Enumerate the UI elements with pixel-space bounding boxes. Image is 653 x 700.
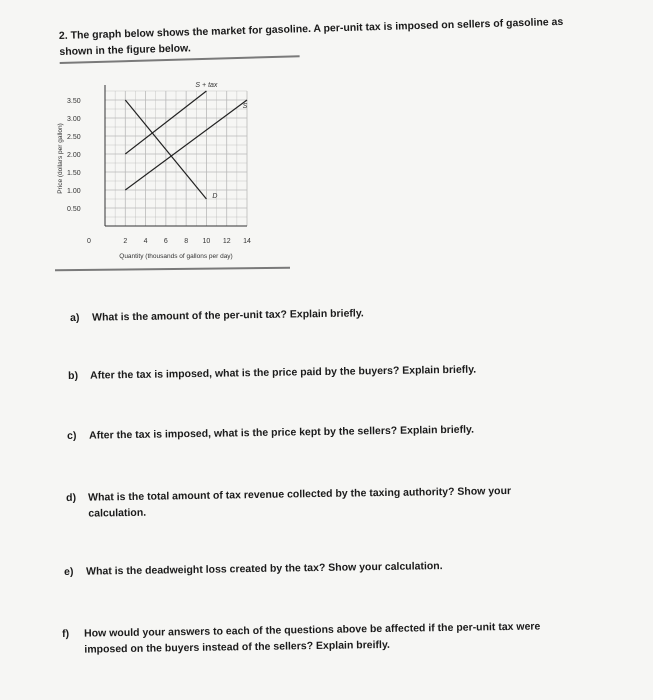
chart-svg — [52, 76, 297, 276]
x-tick-label: 6 — [163, 238, 168, 245]
y-tick-label: 2.50 — [67, 134, 81, 141]
x-tick-label: 8 — [184, 238, 189, 245]
x-tick-label: 2 — [123, 238, 128, 245]
x-tick-label: 10 — [202, 238, 211, 245]
y-axis-label: Price (dollars per gallon) — [57, 123, 64, 194]
question-d — [66, 483, 511, 522]
y-tick-label: 0.50 — [67, 206, 81, 213]
question-header — [58, 0, 564, 58]
question-f — [62, 618, 541, 658]
x-tick-label: 12 — [222, 238, 231, 245]
question-prompt-line2: shown in the figure below. — [59, 42, 191, 58]
question-prompt-line1: 2. The graph below shows the market for gasoline. A per-unit tax is imposed on sellers of gasoline as — [58, 15, 564, 42]
series-label-d: D — [212, 193, 218, 200]
question-f-letter: f) — [62, 627, 70, 640]
series-label-s: S — [242, 103, 248, 110]
x-tick-label: 14 — [243, 238, 251, 245]
question-d-text-cont: calculation. — [88, 506, 147, 520]
y-tick-label: 1.50 — [67, 170, 81, 177]
question-e — [64, 558, 443, 580]
chart-grid — [105, 91, 247, 226]
series-label-s-tax: S + tax — [195, 82, 218, 89]
y-tick-label: 2.00 — [67, 152, 81, 159]
question-f-text: How would your answers to each of the questions above be affected if the per-unit tax were — [84, 620, 541, 640]
question-a — [70, 305, 364, 326]
question-b-letter: b) — [68, 369, 79, 382]
x-tick-label: 4 — [143, 238, 148, 245]
question-d-text: What is the total amount of tax revenue collected by the taxing authority? Show your — [88, 485, 512, 504]
question-f-text-cont: imposed on the buyers instead of the sellers? Explain breifly. — [84, 638, 390, 656]
question-c-text: After the tax is imposed, what is the price kept by the sellers? Explain briefly. — [89, 423, 475, 442]
question-e-text: What is the deadweight loss created by the tax? Show your calculation. — [86, 560, 443, 578]
y-tick-label: 1.00 — [67, 188, 81, 195]
y-tick-label: 3.50 — [67, 98, 81, 105]
question-b-text: After the tax is imposed, what is the price paid by the buyers? Explain briefly. — [90, 363, 477, 382]
question-c-letter: c) — [67, 429, 77, 442]
question-d-letter: d) — [66, 491, 77, 504]
y-tick-label: 3.00 — [67, 116, 81, 123]
x-tick-label: 0 — [87, 238, 91, 245]
question-a-letter: a) — [70, 311, 80, 324]
x-axis-label: Quantity (thousands of gallons per day) — [119, 253, 233, 260]
question-a-text: What is the amount of the per-unit tax? Explain briefly. — [92, 307, 364, 324]
question-c — [67, 422, 474, 444]
gasoline-market-chart — [52, 76, 297, 276]
question-e-letter: e) — [64, 565, 74, 578]
question-b — [68, 362, 476, 384]
